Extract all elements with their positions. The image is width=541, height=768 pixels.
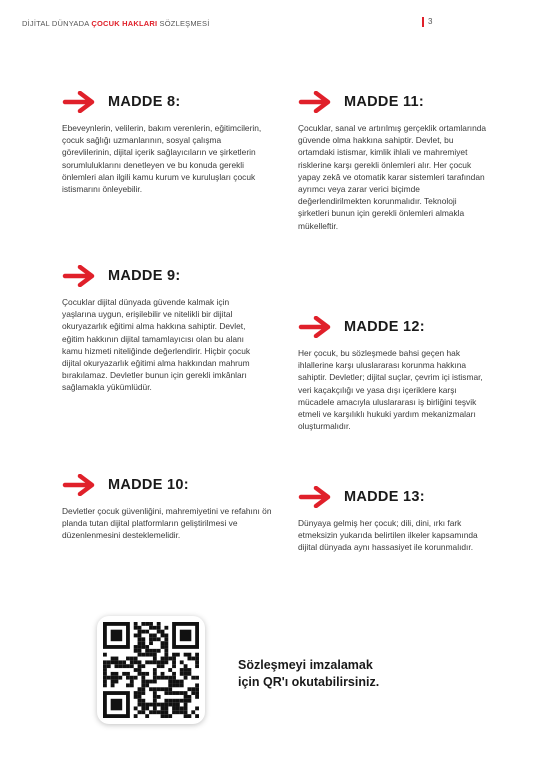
header-title-accent: ÇOCUK HAKLARI: [91, 19, 158, 28]
article-body: Çocuklar, sanal ve artırılmış gerçeklik ortamlarında güvende olma hakkına sahiptir. Devlet, bu ortamdaki istismar, kimlik ihlali ve mahremiyet risklerine karşı gerekli önlemleri alır. Her çocuk yapay zekâ ve otomatik karar sistemleri tarafından ayrımcı veya zarar verici biçimde değerlendirilmekten korunmalıdır. Teknoloji şirketleri bunun için gerekli önlemleri almakla mükelleftir.: [298, 123, 487, 231]
header-title-pre: DİJİTAL DÜNYADA: [22, 19, 92, 28]
article-body: Her çocuk, bu sözleşmede bahsi geçen hak ihlallerine karşı uluslararası korunma hakkına sahiptir. Devletler; dijital suçlar, çevrim içi istismar, veri kaçakçılığı ve yasa dışı içeriklere karşı mücadele amacıyla uluslararası iş birliğini teşvik etmeli ve karşılıklı hukuki yardım mekanizmaları oluşturmalıdır.: [298, 348, 483, 432]
arrow-right-icon: [62, 91, 96, 113]
page-number-text: 3: [428, 17, 433, 27]
article-title: MADDE 10:: [108, 477, 189, 493]
qr-code-card[interactable]: [97, 616, 205, 724]
article-9: [62, 265, 272, 394]
arrow-right-icon: [298, 486, 332, 508]
article-title: MADDE 8:: [108, 94, 181, 110]
article-body: Ebeveynlerin, velilerin, bakım verenlerin, eğitimcilerin, çocuk sağlığı uzmanlarının, sosyal çalışma görevlilerinin, dijital içerik sağlayıcıların ve şirketlerin sorumluluklarını denetleyen ve bu konuda gerekli önlemleri alan ilgili kamu kurum ve kuruluşları çocuk istismarını önleyebilir.: [62, 123, 262, 195]
arrow-right-icon: [298, 316, 332, 338]
article-title: MADDE 13:: [344, 489, 425, 505]
qr-caption: [238, 657, 379, 691]
arrow-right-icon: [62, 265, 96, 287]
article-13: [298, 486, 493, 554]
article-title: MADDE 11:: [344, 94, 425, 110]
article-10: [62, 474, 277, 542]
qr-code-icon[interactable]: [103, 622, 199, 718]
article-body: Dünyaya gelmiş her çocuk; dili, dini, ırkı fark etmeksizin yukarıda belirtilen ilkeler kapsamında dijital dünyada aynı hassasiyet ile korunmalıdır.: [298, 518, 478, 553]
article-12: [298, 316, 493, 432]
article-body: Çocuklar dijital dünyada güvende kalmak için yaşlarına uygun, erişilebilir ve nitelikli bir dijital okuryazarlık eğitimi alma hakkına sahiptir. Devlet, eğitim hakkının dijital tamamlayıcısı olan bu alanı kamu hizmeti niteliğinde değerlendirir. Hiçbir çocuk dijital okuryazarlık eğitimi alma hakkından mahrum bırakılamaz. Devletler bunun için gerekli imkânları sağlamakla yükümlüdür.: [62, 297, 251, 393]
qr-caption-line1: Sözleşmeyi imzalamak: [238, 658, 373, 672]
page-number-marker: [422, 17, 424, 27]
page-number: [422, 17, 432, 27]
article-title: MADDE 12:: [344, 319, 425, 335]
arrow-right-icon: [62, 474, 96, 496]
article-11: [298, 91, 493, 232]
article-body: Devletler çocuk güvenliğini, mahremiyetini ve refahını ön planda tutan dijital platformların geliştirilmesi ve düzenlenmesini desteklemelidir.: [62, 506, 272, 541]
running-header: [22, 19, 209, 28]
arrow-right-icon: [298, 91, 332, 113]
article-8: [62, 91, 272, 195]
article-title: MADDE 9:: [108, 268, 181, 284]
qr-caption-line2: için QR'ı okutabilirsiniz.: [238, 675, 380, 689]
header-title-post: SÖZLEŞMESİ: [157, 19, 210, 28]
